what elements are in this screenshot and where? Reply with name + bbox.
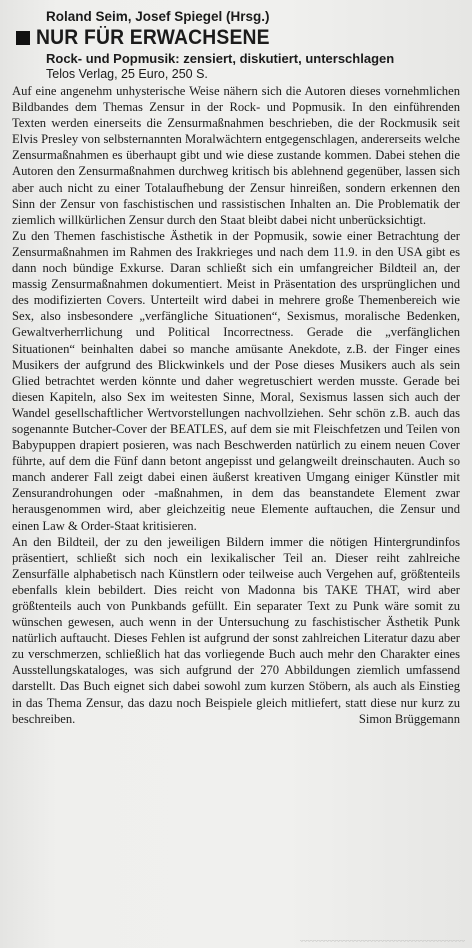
book-authors: Roland Seim, Josef Spiegel (Hrsg.) — [46, 9, 270, 24]
book-title: NUR FÜR ERWACHSENE — [36, 26, 270, 49]
bullet-square-icon — [16, 31, 30, 45]
review-paragraph-last — [12, 534, 460, 727]
review-paragraph-text: An den Bildteil, der zu den jeweiligen Bildern immer die nötigen Hintergrundinfos präsentiert, schließt sich noch ein lexikalischer Teil an. Dieser reiht zahlreiche Zensurfälle alphabetisch nach Künstlern oder teilweise auch Vergehen auf, größtenteils ebenfalls klein bebildert. Dies reicht von Madonna bis TAKE THAT, wird aber größtenteils auch von Punkbands gefüllt. Ein separater Text zu Punk wäre somit zu wünschen gewesen, auch wenn in der Untersuchung zu faschistischer Ästhetik Punk natürlich auftaucht. Dieses Fehlen ist aufgrund der sonst zahlreichen Literatur dazu aber zu verschmerzen, schließlich hat das vorliegende Buch auch mehr den Charakter eines Ausstellungskataloges, was sich aufgrund der 270 Abbildungen ziemlich umfassend darstellt. Das Buch eignet sich dabei sowohl zum kurzen Stöbern, als auch als Einstieg in das Thema Zensur, das dazu noch Beispiele gleich mitliefert, statt diese nur kurz zu beschreiben. — [12, 534, 460, 726]
review-body — [12, 83, 460, 727]
publisher-info: Telos Verlag, 25 Euro, 250 S. — [46, 67, 208, 81]
bleed-through-texture: ﹏﹏﹏﹏﹏﹏﹏﹏﹏﹏﹏﹏﹏﹏﹏ — [300, 934, 465, 943]
review-paragraph: Auf eine angenehm unhysterische Weise nähern sich die Autoren dieses vornehmlichen Bildbandes dem Themas Zensur in der Rock- und Popmusik. In den einführenden Texten werden einerseits die Zensurmaßnahmen beschrieben, die der Rockmusik seit Elvis Presley von selbsternannten Moralwächtern entgegenschlagen, andererseits welche Zensurmaßnahmen es überhaupt gibt und wie diese zustande kommen. Dabei stehen die Autoren den Zensurmaßnahmen durchweg kritisch bis ablehnend gegenüber, lassen sich aber auch nicht zu einer Totalaufhebung der Zensur hinreißen, sondern erkennen den Sinn der Zensur von faschistischen und rassistischen Inhalten an. Die Problematik der ziemlich willkürlichen Zensur durch den Staat bleibt dabei nicht unberücksichtigt. — [12, 84, 460, 227]
book-subtitle: Rock- und Popmusik: zensiert, diskutiert, unterschlagen — [46, 51, 395, 66]
review-paragraph: Zu den Themen faschistische Ästhetik in der Popmusik, sowie einer Betrachtung der Zensurmaßnahmen im Rahmen des Irakkrieges und nach dem 11.9. in den USA gibt es dann noch bündige Exkurse. Daran schließt sich ein umfangreicher Bildteil an, der massig Zensurmaßnahmen dokumentiert. Meist in Präsentation des ursprünglichen und des modifizierten Covers. Unterteilt wird dabei in mehrere große Themenbereich wie Sex, also insbesondere „verfängliche Situationen“, Sexismus, moralische Bedenken, Gewaltverherrlichung und Political Incorrectness. Gerade die „verfänglichen Situationen“ beinhalten dabei so manche amüsante Anekdote, z.B. der Finger eines Musikers der aufgrund des Blickwinkels und der Pose dieses Musikers auch als sein Glied betrachtet werden könnte und daher wegretuschiert werden musste. Gerade bei diesen Kapiteln, also Sex im weitesten Sinne, Moral, Sexismus lassen sich auch der Wandel gesellschaftlicher Wertvorstellungen nachvollziehen. Sehr schön z.B. auch das sogenannte Butcher-Cover der BEATLES, auf dem sie mit Fleischfetzen und Teilen von Babypuppen drapiert posieren, was nach Beschwerden natürlich zu einem neuen Cover führte, auf dem die Fünf dann betont angepisst und gelangweilt dreinschauten. Auch so manch anderer Fall zeigt dabei einen äußerst kreativen Umgang einiger Künstler mit Zensurandrohungen oder -maßnahmen, in dem das beanstandete Element zwar herausgenommen wird, aber gleichzeitig neue Elemente auftauchen, die Zensur und einen Law & Order-Staat kritisieren. — [12, 228, 460, 533]
title-row — [16, 26, 460, 50]
next-page-bleed-through — [0, 934, 472, 948]
reviewer-name: Simon Brüggemann — [358, 711, 460, 726]
